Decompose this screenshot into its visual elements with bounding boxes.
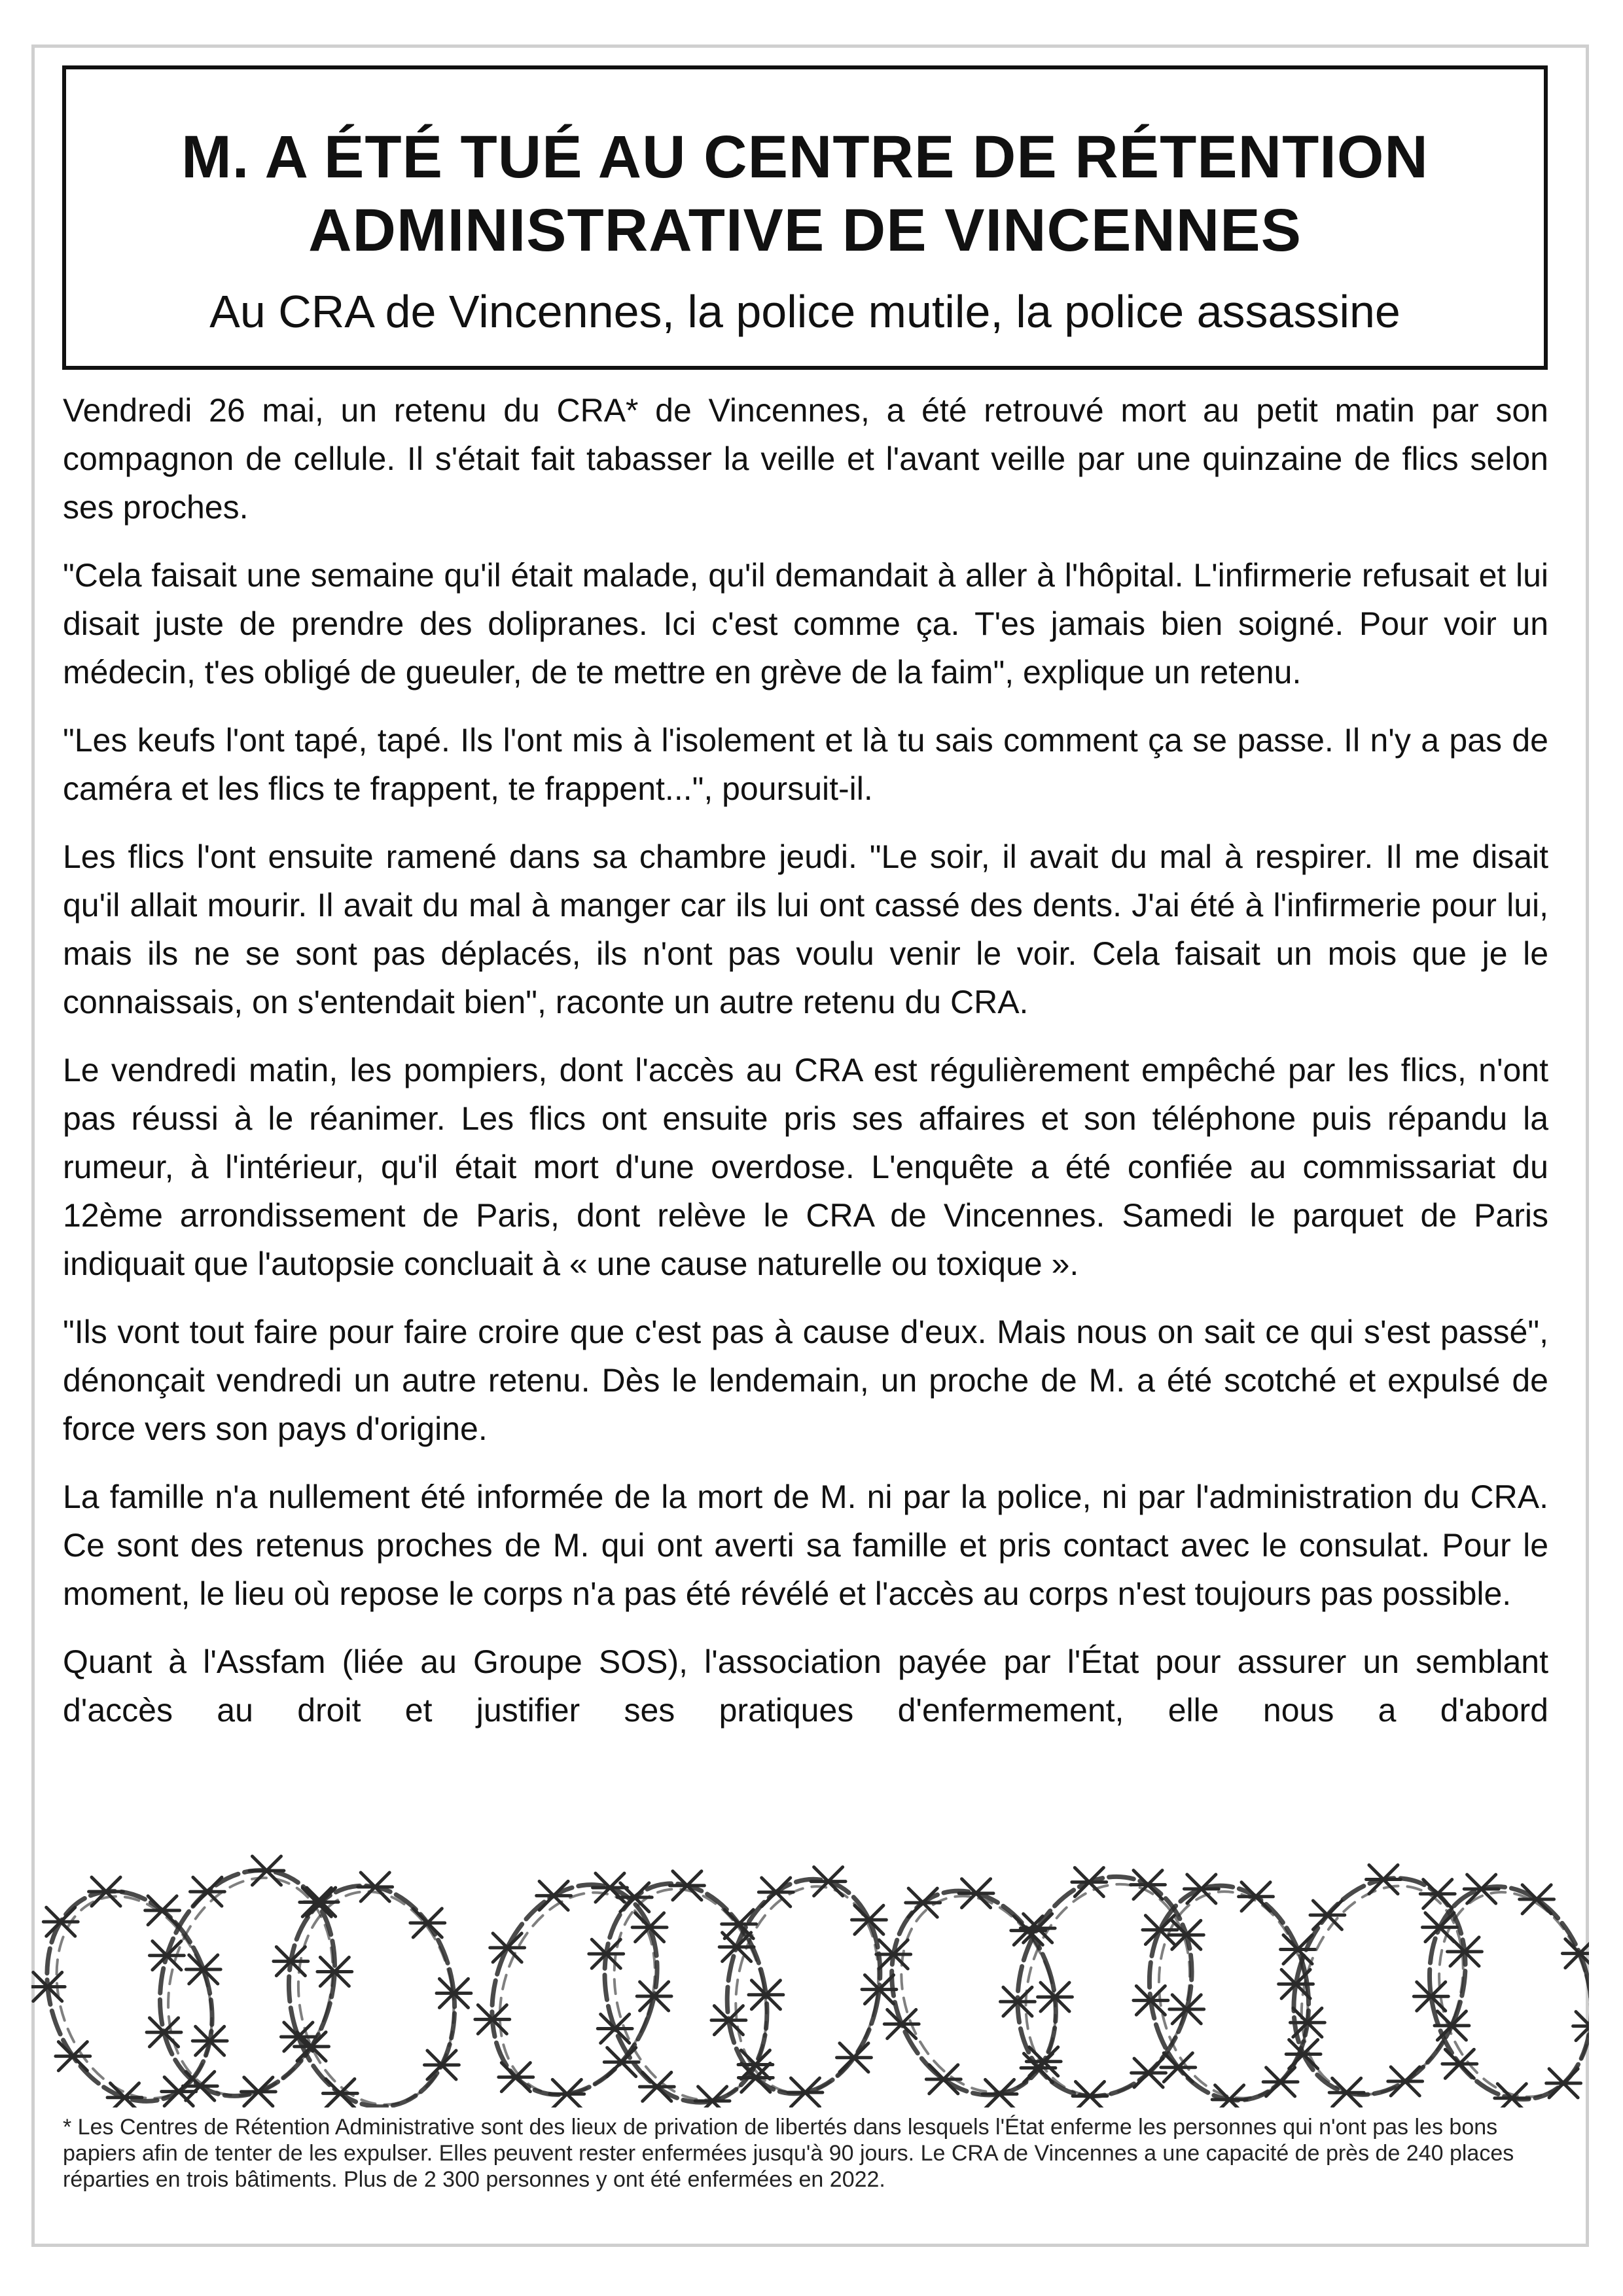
wire-barb (837, 2043, 872, 2072)
wire-barb (1281, 1935, 1315, 1964)
wire-barb (788, 2078, 823, 2107)
paragraph: Les flics l'ont ensuite ramené dans sa chambre jeudi. "Le soir, il avait du mal à respirer. Il me disait qu'il allait mourir. Il avait du mal à manger car ils lui ont cassé des dents. J'ai été à l'infirmerie pour lui, mais ils ne se sont pas déplacés, ils n'ont pas voulu venir le voir. Cela faisait un mois que je le connaissais, on s'entendait bien", raconte un autre retenu du CRA. (63, 838, 1548, 1020)
paragraph: "Cela faisait une semaine qu'il était malade, qu'il demandait à aller à l'hôpital. L'infirmerie refusait et lui disait juste de prendre des dolipranes. Ici c'est comme ça. T'es jamais bien soigné. Pour voir un médecin, t'es obligé de gueuler, de te mettre en grève de la faim", explique un retenu. (63, 557, 1548, 691)
wire-barb (982, 2079, 1017, 2108)
wire-barb (1143, 1916, 1177, 1945)
wire-barb (811, 1867, 846, 1896)
wire-barb (1184, 1874, 1219, 1903)
wire-coil (865, 1868, 1084, 2108)
wire-barb (1131, 1871, 1166, 1899)
page-title: M. A ÉTÉ TUÉ AU CENTRE DE RÉTENTION ADMINISTRATIVE DE VINCENNES (181, 124, 1429, 264)
wire-barb (550, 2079, 584, 2108)
wire-barb (1161, 2053, 1196, 2082)
wire-barb (1239, 1882, 1274, 1911)
title-box (62, 65, 1548, 370)
wire-barb (1546, 2069, 1581, 2098)
paragraph: Quant à l'Assfam (liée au Groupe SOS), l'association payée par l'État pour assurer un semblant d'accès au droit et justifier ses pratiques d'enfermement, elle nous a d'abord (63, 1643, 1548, 1729)
wire-barb (1072, 1868, 1107, 1897)
wire-barb (884, 2010, 919, 2039)
paragraph: Vendredi 26 mai, un retenu du CRA* de Vincennes, a été retrouvé mort au petit matin par son compagnon de cellule. Il s'était fait tabasser la veille et l'avant veille par une quinzaine de flics selon ses proches. (63, 392, 1548, 526)
wire-barb (1366, 1865, 1401, 1894)
wire-barb (1263, 2068, 1298, 2096)
wire-barb (1132, 2058, 1166, 2087)
wire-barb (1329, 2078, 1364, 2107)
wire-barb (149, 1941, 184, 1970)
wire-barb (425, 2051, 459, 2079)
footnote: * Les Centres de Rétention Administrative sont des lieux de privation de libertés dans lesquels l'État enferme les personnes qui n'ont pas les bons papiers afin de tenter de les expulser. Elles peuvent rester enfermées jusqu'à 90 jours. Le CRA de Vincennes a une capacité de près de 240 places réparties en trois bâtiments. Plus de 2 300 personnes y ont été enfermées en 2022. (63, 2115, 1514, 2192)
wire-barb (241, 2077, 276, 2106)
wire-barb (604, 2048, 639, 2077)
article-body (63, 386, 1548, 1754)
wire-barb (1388, 2067, 1423, 2096)
wire-barb (145, 1896, 180, 1925)
paragraph: "Ils vont tout faire pour faire croire que c'est pas à cause d'eux. Mais nous on sait ce qui s'est passé", dénonçait vendredi un autre retenu. Dès le lendemain, un proche de M. a été scotché et expulsé de force vers son pays d'origine. (63, 1314, 1548, 1447)
wire-barb (1073, 2082, 1107, 2108)
wire-barb (1442, 2049, 1477, 2078)
wire-barb (1423, 1913, 1457, 1942)
wire-barb (490, 1933, 525, 1962)
wire-barb (186, 1955, 221, 1984)
wire-barb (249, 1856, 284, 1885)
wire-barb (1520, 1885, 1554, 1914)
wire-barb (719, 1933, 754, 1962)
wire-barb (499, 2063, 533, 2092)
wire-barb (358, 1873, 393, 1901)
wire-barb (1310, 1901, 1345, 1929)
wire-barb (1420, 1880, 1455, 1909)
paragraph: La famille n'a nullement été informée de la mort de M. ni par la police, ni par l'administration du CRA. Ce sont des retenus proches de M. qui ont averti sa famille et pris contact avec le consulat. Pour le moment, le lieu où repose le corps n'a pas été révélé et l'accès au corps n'est toujours pas possible. (63, 1479, 1548, 1612)
paragraph: Le vendredi matin, les pompiers, dont l'accès au CRA est régulièrement empêché par les flics, n'ont pas réussi à le réanimer. Les flics ont ensuite pris ses affaires et son téléphone puis répandu la rumeur, à l'intérieur, qu'il était mort d'une overdose. L'enquête a été confiée au commissariat du 12ème arrondissement de Paris, dont relève le CRA de Vincennes. Samedi le parquet de Paris indiquait que l'autopsie concluait à « une cause naturelle ou toxique ». (63, 1052, 1548, 1282)
paragraph: "Les keufs l'ont tapé, tapé. Ils l'ont mis à l'isolement et là tu sais comment ça se passe. Il n'y a pas de caméra et les flics te frappent, te frappent...", poursuit-il. (63, 722, 1548, 807)
wire-barb (410, 1909, 445, 1937)
wire-barb (1435, 2011, 1469, 2040)
wire-barb (323, 2079, 357, 2108)
page-subtitle: Au CRA de Vincennes, la police mutile, la police assassine (209, 286, 1400, 337)
wire-barb (56, 2042, 90, 2071)
wire-barb (670, 1871, 705, 1900)
barbed-wire-icon (31, 1846, 1589, 2108)
wire-barb (89, 1877, 124, 1906)
wire-barb (597, 2015, 632, 2043)
wire-barb (183, 2072, 217, 2100)
wire-barb (1464, 1874, 1499, 1903)
wire-barb (959, 1879, 993, 1908)
wire-barb (190, 1877, 224, 1906)
wire-barb (43, 1907, 78, 1936)
wire-barb (639, 2072, 674, 2101)
wire-coil (1406, 1869, 1589, 2108)
wire-barb (617, 1883, 652, 1912)
wire-coil (1417, 1875, 1589, 2108)
wire-barb (162, 2077, 196, 2106)
